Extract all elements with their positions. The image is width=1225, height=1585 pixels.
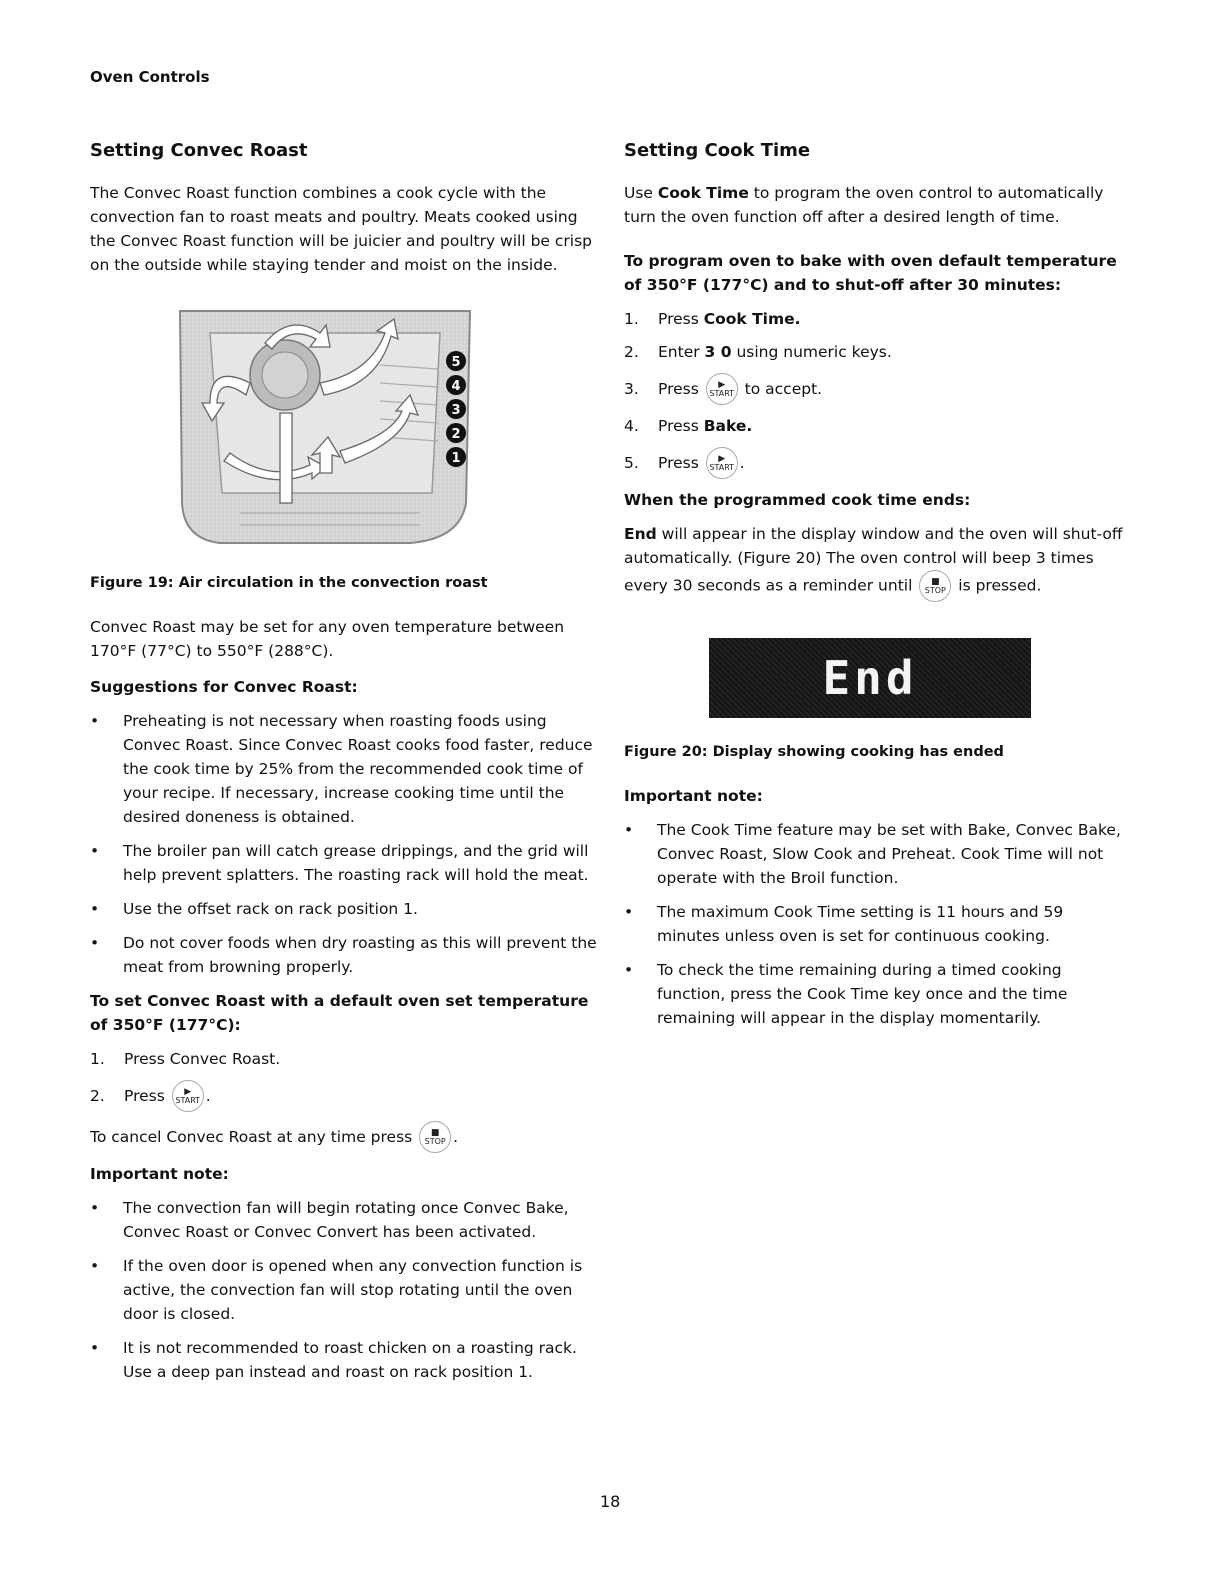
stop-key-icon: ■ STOP — [419, 1121, 451, 1153]
rack-position-1: 1 — [451, 451, 461, 466]
convec-step-2 — [90, 1080, 600, 1112]
step-number: 1. — [90, 1050, 105, 1068]
convec-step-1 — [90, 1047, 600, 1071]
rack-position-5: 5 — [451, 355, 461, 370]
important-note-title-right: Important note: — [624, 787, 763, 805]
list-item: • If the oven door is opened when any convection function is active, the convection fan will stop rotating until the oven door is closed. — [90, 1254, 600, 1326]
end-display-figure — [709, 638, 1031, 718]
program-bake-title: To program oven to bake with oven default temperature of 350°F (177°C) and to shut-off after 30 minutes: — [624, 252, 1117, 294]
cook-time-ends-title: When the programmed cook time ends: — [624, 491, 971, 509]
rack-position-4: 4 — [451, 379, 461, 394]
cancel-convec-roast — [90, 1121, 600, 1153]
figure-19-caption: Figure 19: Air circulation in the convection roast — [90, 575, 488, 591]
start-key-icon: ▶ START — [172, 1080, 204, 1112]
figure-20-caption: Figure 20: Display showing cooking has ended — [624, 744, 1004, 760]
step-text: Press — [124, 1087, 165, 1105]
rack-position-2: 2 — [451, 427, 461, 442]
stop-key-icon: ■ STOP — [919, 570, 951, 602]
list-item: • Do not cover foods when dry roasting as this will prevent the meat from browning properly. — [90, 931, 600, 979]
cancel-suffix: . — [453, 1128, 459, 1146]
step-text: Press Convec Roast. — [124, 1050, 281, 1068]
list-item: • The Cook Time feature may be set with Bake, Convec Bake, Convec Roast, Slow Cook and Preheat. Cook Time will not operate with the Broil function. — [624, 818, 1124, 890]
cook-time-intro: Use Cook Time to program the oven control to automatically turn the oven function off after a desired length of time. — [624, 184, 1104, 226]
cook-time-ends-text: End will appear in the display window and the oven will shut-off automatically. (Figure 20) The oven control will beep 3 times every 30 seconds as a reminder until ■ STOP is pressed. — [624, 522, 1124, 602]
convec-roast-temp-range: Convec Roast may be set for any oven temperature between 170°F (77°C) to 550°F (288°C). — [90, 618, 565, 660]
list-item: • To check the time remaining during a timed cooking function, press the Cook Time key once and the time remaining will appear in the display momentarily. — [624, 958, 1124, 1030]
list-item: • The broiler pan will catch grease drippings, and the grid will help prevent splatters. The roasting rack will hold the meat. — [90, 839, 600, 887]
step-suffix: . — [205, 1087, 211, 1105]
convec-roast-title: Setting Convec Roast — [90, 140, 308, 161]
cook-time-title: Setting Cook Time — [624, 140, 811, 161]
cook-step-3: 3. Press ▶ START to accept. — [624, 373, 1124, 405]
suggestions-title: Suggestions for Convec Roast: — [90, 678, 358, 696]
oven-air-circulation-figure — [170, 303, 480, 553]
list-item: • It is not recommended to roast chicken on a roasting rack. Use a deep pan instead and roast on rack position 1. — [90, 1336, 600, 1384]
left-column — [90, 140, 600, 1394]
rack-position-3: 3 — [451, 403, 461, 418]
list-item: • Preheating is not necessary when roasting foods using Convec Roast. Since Convec Roast cooks food faster, reduce the cook time by 25% from the recommended cook time of your recipe. If necessary, increase cooking time until the desired doneness is obtained. — [90, 709, 600, 829]
display-readout: End — [822, 651, 918, 705]
important-notes-left — [90, 1196, 600, 1384]
important-note-title-left: Important note: — [90, 1165, 229, 1183]
cook-step-4: 4. Press Bake. — [624, 417, 753, 435]
step-number: 2. — [90, 1087, 105, 1105]
cook-step-1: 1. Press Cook Time. — [624, 310, 801, 328]
cook-step-2: 2. Enter 3 0 using numeric keys. — [624, 343, 892, 361]
section-header: Oven Controls — [90, 68, 210, 86]
start-key-icon: ▶ START — [706, 447, 738, 479]
suggestions-list — [90, 709, 600, 979]
cook-step-5: 5. Press ▶ START . — [624, 447, 1124, 479]
list-item: • The convection fan will begin rotating once Convec Bake, Convec Roast or Convec Convert has been activated. — [90, 1196, 600, 1244]
convec-roast-intro: The Convec Roast function combines a cook cycle with the convection fan to roast meats and poultry. Meats cooked using the Convec Roast function will be juicier and poultry will be crisp on the outside while staying tender and moist on the inside. — [90, 184, 592, 274]
start-key-icon: ▶ START — [706, 373, 738, 405]
important-notes-right — [624, 818, 1124, 1030]
set-convec-roast-title: To set Convec Roast with a default oven set temperature of 350°F (177°C): — [90, 992, 589, 1034]
list-item: • Use the offset rack on rack position 1. — [90, 897, 600, 921]
page-number: 18 — [600, 1492, 621, 1511]
right-column — [624, 140, 1124, 1040]
cancel-text: To cancel Convec Roast at any time press — [90, 1128, 413, 1146]
list-item: • The maximum Cook Time setting is 11 hours and 59 minutes unless oven is set for continuous cooking. — [624, 900, 1124, 948]
